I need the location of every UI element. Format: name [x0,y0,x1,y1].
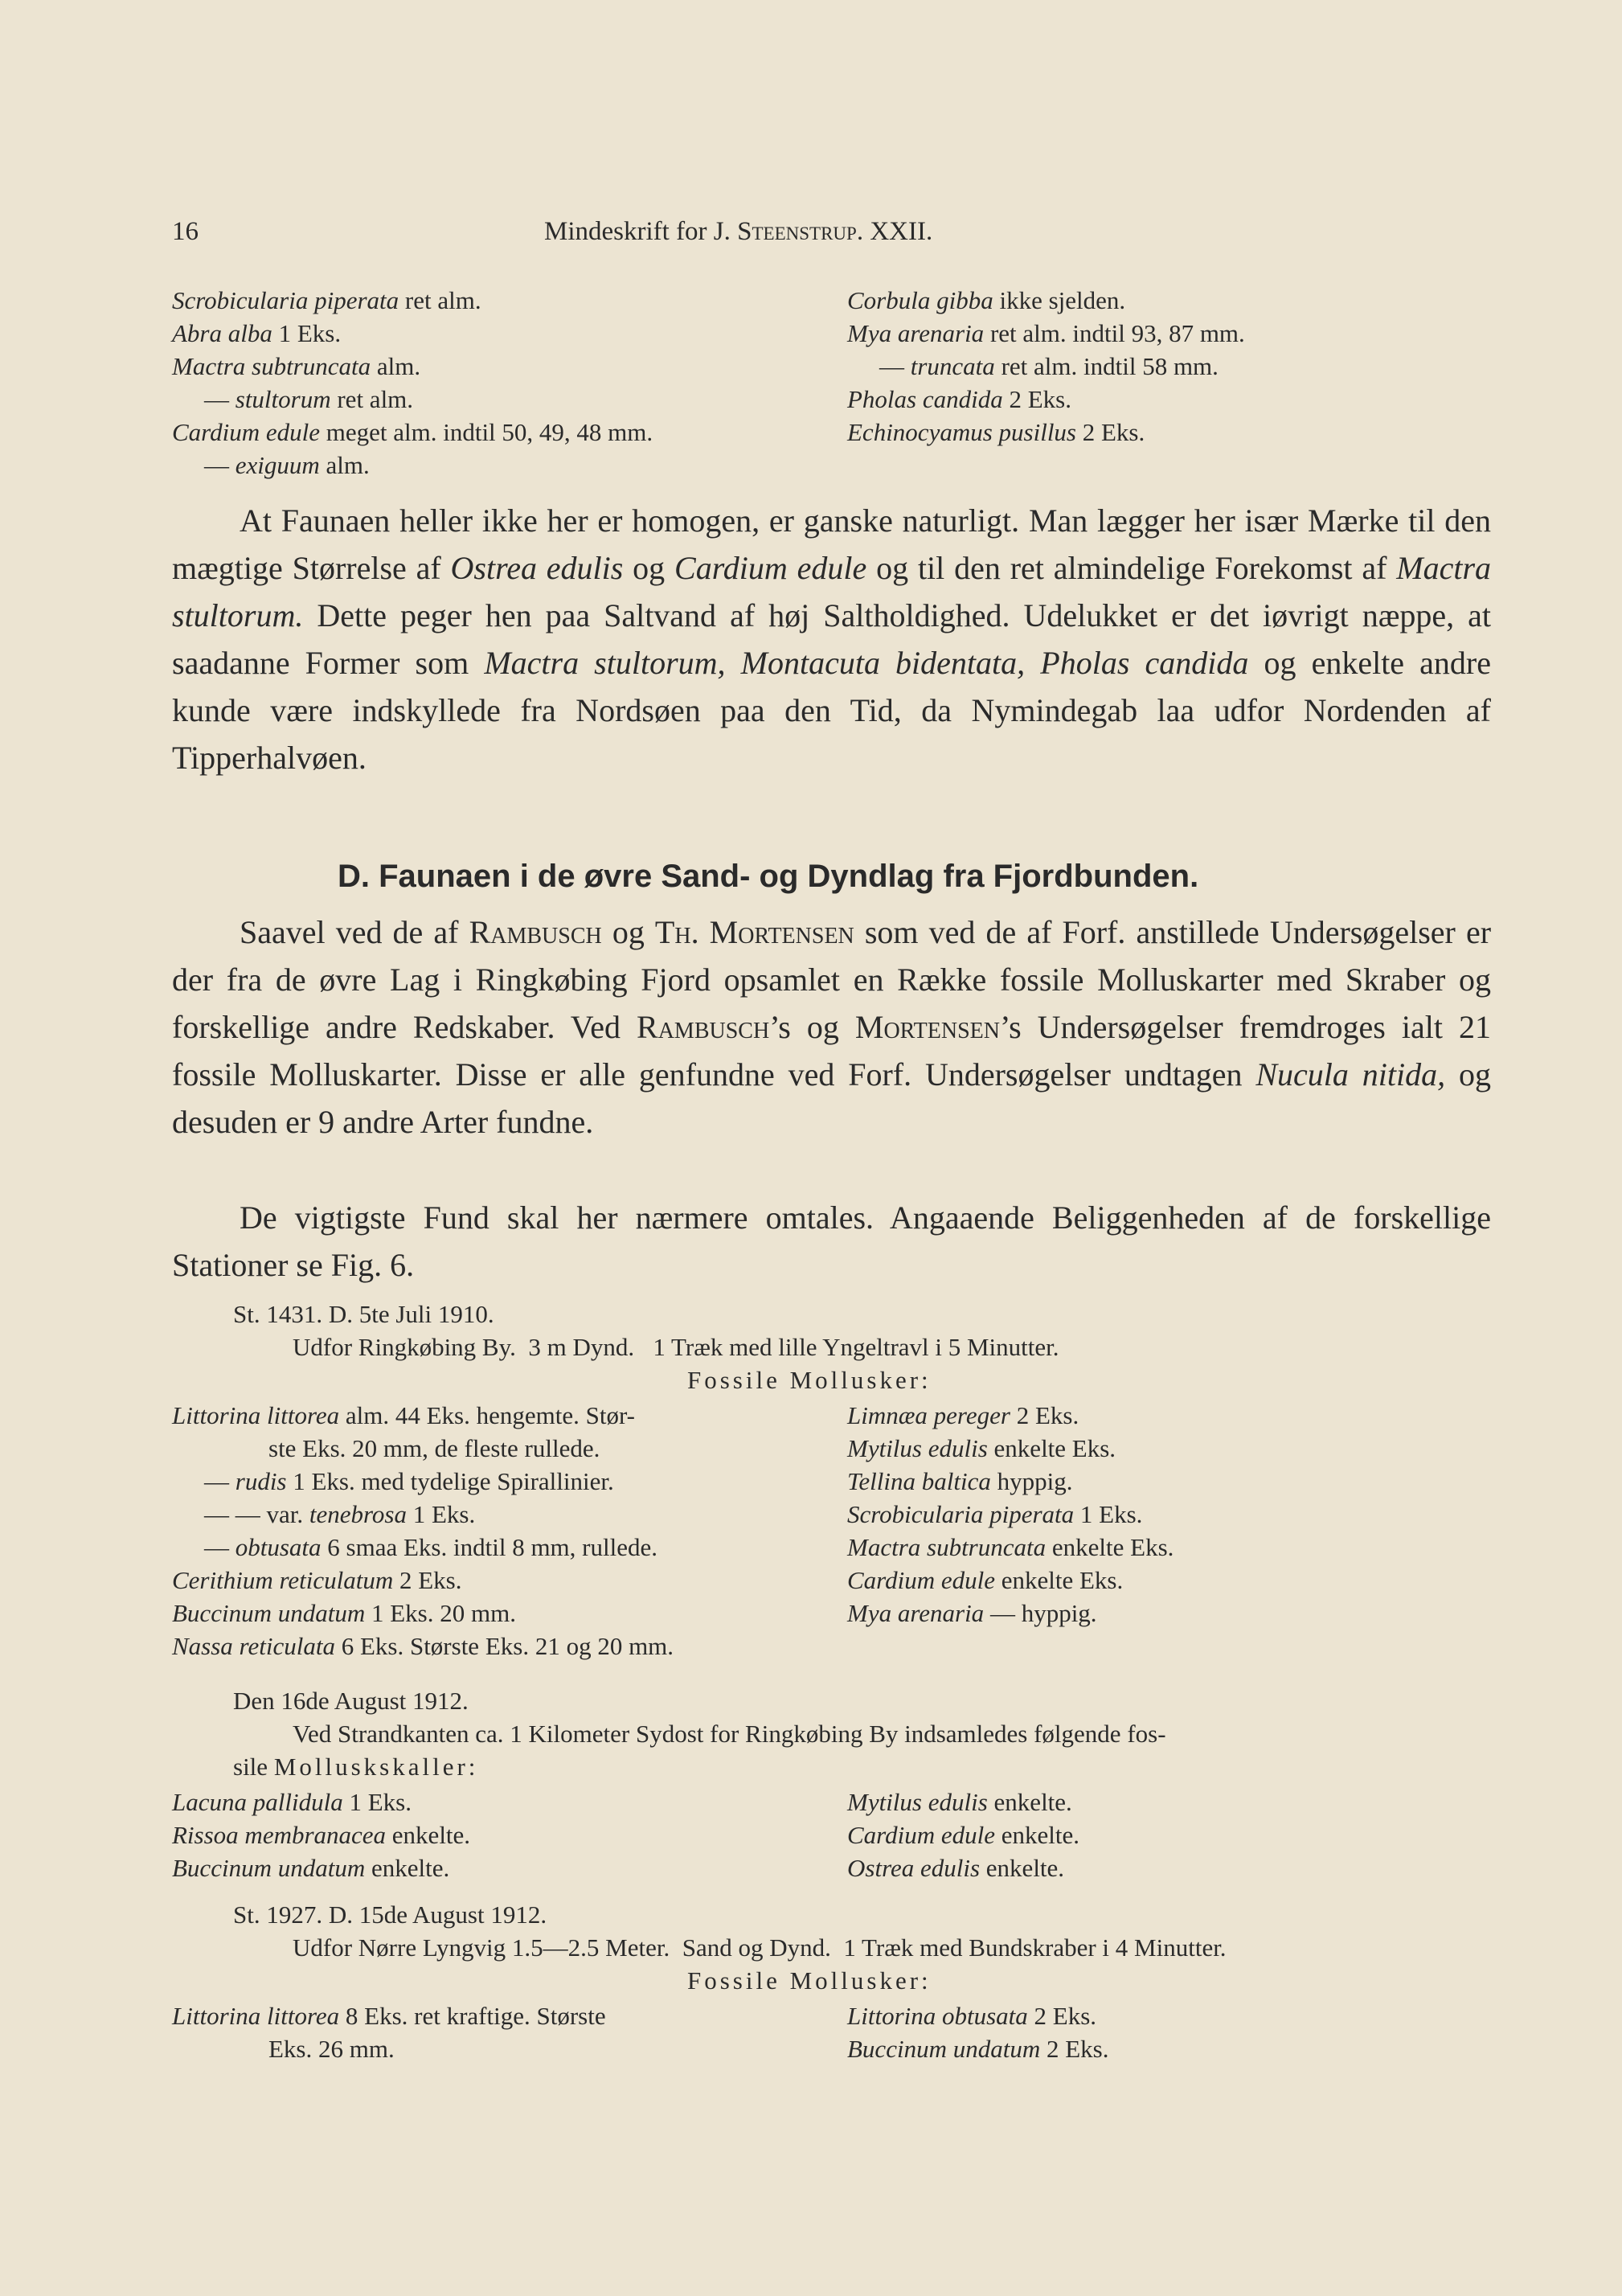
species-entry [172,1818,470,1851]
species-note: enkelte. [994,1821,1079,1849]
species-name: Buccinum undatum [847,2035,1041,2063]
species-note: 1 Eks. [1074,1500,1143,1528]
species-name: stultorum [235,385,331,413]
text: Saavel ved de af [240,914,469,950]
species-entry [172,1786,470,1818]
station-1927-caption: Fossile Mollusker: [687,1966,932,1995]
species-entry [847,350,1245,383]
text: og desuden er 9 andre Arter fundne. [172,1056,1492,1140]
species-entry [172,1630,674,1663]
text: og [601,914,655,950]
station-1431-list-left [172,1399,674,1663]
species-note: ret alm. indtil 58 mm. [994,352,1219,380]
species-entry [847,2032,1108,2065]
taxon: Nucula nitida, [1255,1056,1446,1093]
species-note: 2 Eks. [1002,385,1071,413]
species-note: hyppig. [990,1467,1073,1495]
species-note: 2 Eks. [1027,2002,1097,2030]
station-1431-location: Udfor Ringkøbing By. 3 m Dynd. 1 Træk med lille Yngeltravl i 5 Minutter. [293,1333,1059,1361]
species-list-left [172,284,653,482]
text: og til den ret almindelige Forekomst af [866,550,1397,586]
author-name: Rambusch [637,1009,770,1045]
species-note: 1 Eks. [272,319,342,347]
text: som ved de af Forf. anstillede Undersøgelser er der fra de øvre Lag i Ringkøbing Fjord opsamlet en Række fossile Molluskarter med Skraber og forskellige andre Redskaber. Ved [172,914,1492,1045]
species-note: alm. [319,451,370,479]
species-note: 2 Eks. [1076,418,1145,446]
taxon: Montacuta bidentata, [740,645,1026,681]
ditto-prefix: — — var. [204,1500,309,1528]
station-strand-list-right [847,1786,1079,1884]
species-name: Corbula gibba [847,286,993,314]
species-entry [172,1399,674,1432]
text: sile [233,1753,274,1781]
species-entry [172,449,653,482]
species-entry [172,383,653,416]
station-1927-location: Udfor Nørre Lyngvig 1.5—2.5 Meter. Sand og Dynd. 1 Træk med Bundskraber i 4 Minutter. [293,1933,1227,1962]
species-entry [172,284,653,317]
text: De vigtigste Fund skal her nærmere omtales. Angaaende Beliggenheden af de forskellige Stationer se Fig. 6. [172,1199,1491,1283]
running-title [544,217,932,247]
species-entry [847,1465,1173,1498]
species-entry [172,1465,674,1498]
species-name: Mactra subtruncata [172,352,371,380]
species-note: enkelte Eks. [1046,1533,1174,1561]
station-strand-date: Den 16de August 1912. [233,1687,469,1715]
species-name: Nassa reticulata [172,1632,335,1660]
species-name: rudis [235,1467,287,1495]
paragraph-faunaen [172,497,1491,781]
species-name: Buccinum undatum [172,1599,366,1627]
page-number: 16 [172,217,199,246]
section-heading: D. Faunaen i de øvre Sand- og Dyndlag fra Fjordbunden. [338,859,1199,894]
species-note: 6 Eks. Største Eks. 21 og 20 mm. [334,1632,674,1660]
author-name: Mortensen [854,1009,1000,1045]
species-note: alm. 44 Eks. hengemte. Stør- [339,1401,636,1429]
species-entry [172,1999,606,2032]
paragraph-saavel [172,908,1491,1146]
species-name: Lacuna pallidula [172,1788,343,1816]
species-note: enkelte. [980,1854,1065,1882]
species-note: enkelte. [386,1821,471,1849]
species-note: ste Eks. 20 mm, de fleste rullede. [268,1434,600,1462]
species-name: Tellina baltica [847,1467,991,1495]
species-note: 1 Eks. 20 mm. [365,1599,516,1627]
species-name: Cerithium reticulatum [172,1566,394,1594]
species-name: Ostrea edulis [847,1854,981,1882]
text: ’s Undersøgelser fremdroges ialt 21 fossile Molluskarter. Disse er alle genfundne ved Forf. Undersøgelser undtagen [172,1009,1491,1093]
species-entry [847,1999,1108,2032]
station-strand-list-left [172,1786,470,1884]
species-entry [847,1786,1079,1818]
paragraph-vigtigste [172,1194,1491,1289]
station-1927-list-right [847,1999,1108,2065]
species-name: Littorina littorea [172,1401,340,1429]
species-note: ret alm. [399,286,481,314]
running-title-author: Steenstrup [737,217,857,246]
text: Molluskskaller: [273,1753,479,1781]
species-list-right [847,284,1245,449]
species-name: Limnæa pereger [847,1401,1010,1429]
species-note: enkelte. [987,1788,1072,1816]
species-name: Cardium edule [847,1821,995,1849]
species-entry [847,1498,1173,1531]
ditto-prefix: — [879,352,911,380]
species-name: Cardium edule [847,1566,995,1594]
species-entry [847,1432,1173,1465]
species-entry [172,1851,470,1884]
station-1431-date: St. 1431. D. 5te Juli 1910. [233,1300,494,1328]
ditto-prefix: — [204,451,236,479]
species-name: Pholas candida [847,385,1003,413]
species-entry [847,383,1245,416]
species-note: meget alm. indtil 50, 49, 48 mm. [319,418,653,446]
station-strand-caption [233,1753,478,1781]
species-note: 1 Eks. med tydelige Spirallinier. [286,1467,614,1495]
species-note: ikke sjelden. [993,286,1126,314]
text [1025,645,1040,681]
text: Dette peger hen paa Saltvand af høj Saltholdighed. Udelukket er det iøvrigt næppe, at saadanne Former som [172,597,1491,681]
species-note: enkelte. [365,1854,450,1882]
species-note: 1 Eks. [342,1788,412,1816]
species-note: — hyppig. [984,1599,1097,1627]
species-entry [847,416,1245,449]
species-name: Mya arenaria [847,1599,985,1627]
species-name: Mytilus edulis [847,1788,988,1816]
species-entry [172,350,653,383]
species-note: alm. [371,352,421,380]
species-name: Echinocyamus pusillus [847,418,1076,446]
species-entry [847,1531,1173,1564]
species-entry [172,1597,674,1630]
species-note: 1 Eks. [406,1500,476,1528]
species-note: ret alm. indtil 93, 87 mm. [984,319,1245,347]
text: At Faunaen heller ikke her er homogen, er ganske naturligt. Man lægger her især Mærke til den mægtige Størrelse af [172,502,1491,586]
species-entry [847,284,1245,317]
species-note: 8 Eks. ret kraftige. Største [339,2002,606,2030]
species-name: Scrobicularia piperata [172,286,399,314]
ditto-prefix: — [204,385,236,413]
species-entry [172,2032,606,2065]
species-entry [172,317,653,350]
species-entry [847,1564,1173,1597]
species-entry [172,1498,674,1531]
ditto-prefix: — [204,1467,236,1495]
author-name: Th. Mortensen [654,914,854,950]
species-name: Littorina obtusata [847,2002,1028,2030]
text [726,645,741,681]
species-name: Mactra subtruncata [847,1533,1047,1561]
species-name: Littorina littorea [172,2002,340,2030]
species-note: ret alm. [330,385,414,413]
station-strand-location: Ved Strandkanten ca. 1 Kilometer Sydost for Ringkøbing By indsamledes følgende fos- [293,1720,1166,1748]
station-1927-date: St. 1927. D. 15de August 1912. [233,1900,547,1929]
species-note: 2 Eks. [1040,2035,1109,2063]
species-name: exiguum [235,451,320,479]
species-note: 2 Eks. [393,1566,462,1594]
species-note: 6 smaa Eks. indtil 8 mm, rullede. [321,1533,657,1561]
station-1927-list-left [172,1999,606,2065]
species-name: obtusata [235,1533,322,1561]
taxon: Mactra stultorum. [172,550,1492,633]
ditto-prefix: — [204,1533,236,1561]
text: ’s og [769,1009,855,1045]
species-note: enkelte Eks. [994,1566,1124,1594]
species-note: 2 Eks. [1010,1401,1079,1429]
species-name: Mya arenaria [847,319,985,347]
species-entry [847,317,1245,350]
species-entry [847,1597,1173,1630]
species-entry [172,416,653,449]
species-name: Rissoa membranacea [172,1821,387,1849]
running-title-b: . XXII. [856,217,933,246]
text: og enkelte andre kunde være indskyllede fra Nordsøen paa den Tid, da Nymindegab laa udfor Nordenden af Tipperhalvøen. [172,645,1491,776]
species-name: truncata [910,352,995,380]
species-entry [172,1564,674,1597]
species-entry [847,1851,1079,1884]
taxon: Mactra stultorum, [484,645,726,681]
station-1431-caption: Fossile Mollusker: [687,1366,932,1394]
species-entry [172,1531,674,1564]
species-entry [172,1432,674,1465]
species-name: Mytilus edulis [847,1434,988,1462]
station-1431-list-right [847,1399,1173,1630]
taxon: Pholas candida [1040,645,1249,681]
taxon: Cardium edule [674,550,867,586]
species-name: Cardium edule [172,418,320,446]
species-note: enkelte Eks. [987,1434,1116,1462]
author-name: Rambusch [469,914,602,950]
species-name: tenebrosa [309,1500,407,1528]
species-name: Abra alba [172,319,272,347]
running-title-a: Mindeskrift for J. [544,217,738,246]
species-entry [847,1818,1079,1851]
species-name: Scrobicularia piperata [847,1500,1075,1528]
text: og [623,550,675,586]
species-note: Eks. 26 mm. [268,2035,395,2063]
species-name: Buccinum undatum [172,1854,366,1882]
species-entry [847,1399,1173,1432]
taxon: Ostrea edulis [450,550,624,586]
